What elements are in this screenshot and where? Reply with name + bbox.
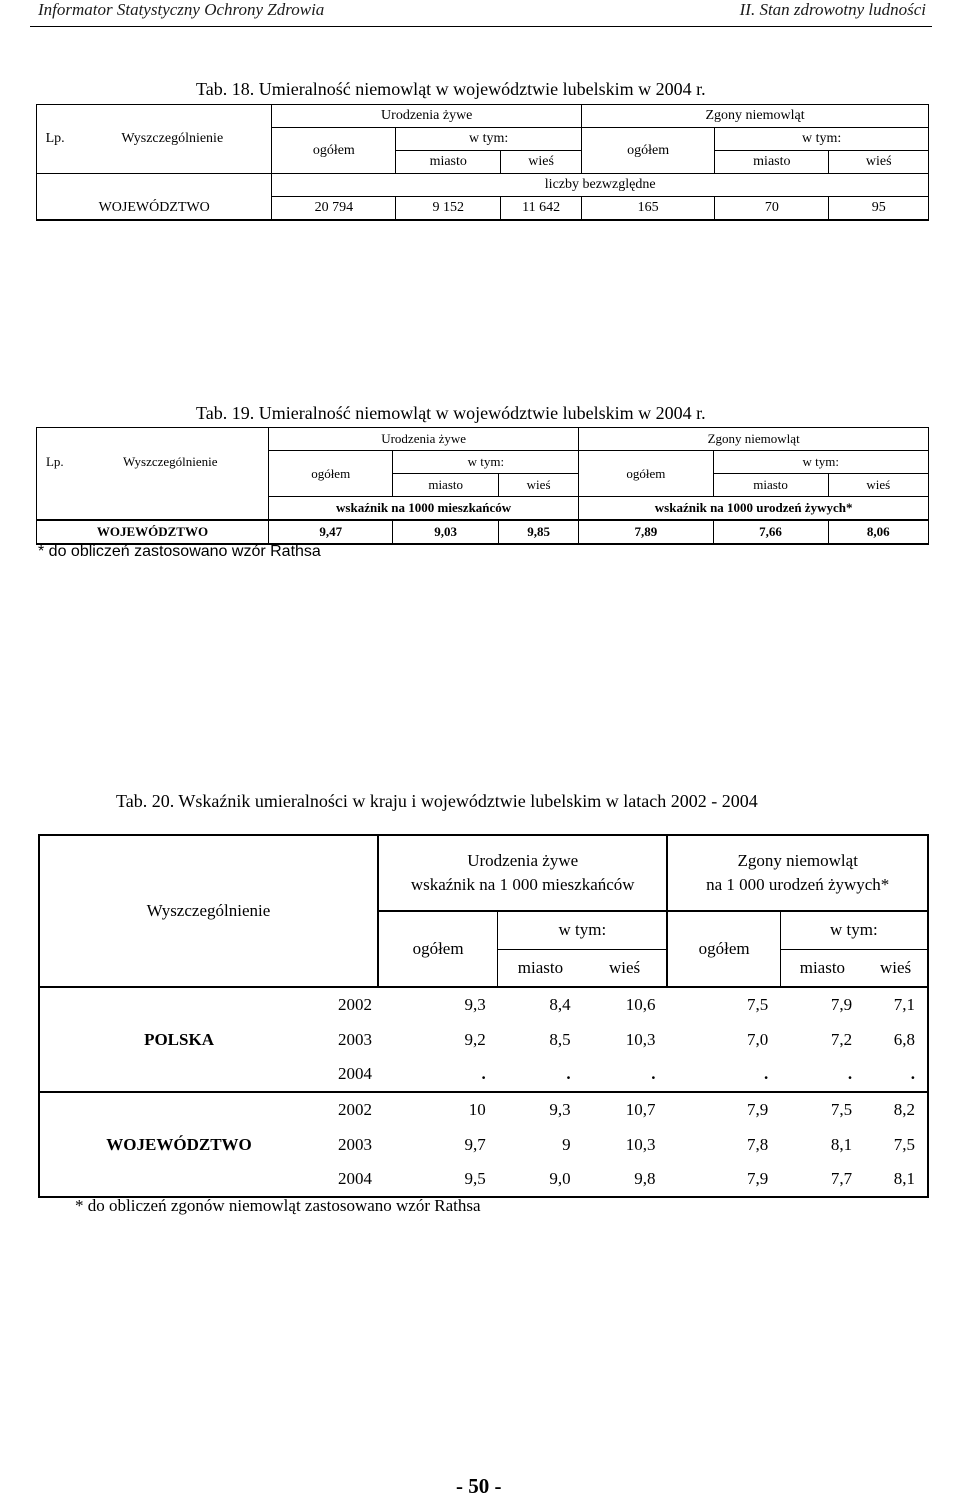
tab20-cell: 8,4	[549, 995, 571, 1014]
tab20-zgony-l2: na 1 000 urodzeń żywych*	[706, 875, 890, 894]
tab20-year: 2003	[337, 1134, 372, 1154]
tab19-ogolem-2: ogółem	[579, 451, 713, 497]
tab18-urodzenia: Urodzenia żywe	[272, 105, 582, 128]
tab20-cell: 9,0	[549, 1169, 571, 1188]
tab20-cell: 7,2	[830, 1029, 853, 1049]
tab20-title: Tab. 20. Wskaźnik umieralności w kraju i województwie lubelskim w latach 2002 - 2004	[116, 791, 758, 811]
tab19-unit-right: wskaźnik na 1000 urodzeń żywych*	[579, 497, 929, 521]
tab18-wies-2: wieś	[829, 151, 929, 174]
tab20-cell: 9,8	[634, 1169, 656, 1188]
tab18-cell: 20 794	[272, 197, 396, 221]
tab20-cell: 10,7	[625, 1100, 656, 1119]
tab19-miasto-2: miasto	[713, 474, 828, 497]
tab20-footnote: * do obliczeń zgonów niemowląt zastosowano wzór Rathsa	[75, 1196, 481, 1215]
tab20-year: 2004	[318, 1057, 378, 1092]
tab20-cell: 7,8	[746, 1134, 769, 1154]
tab19-wtym-2: w tym:	[713, 451, 929, 474]
tab20-cell: .	[864, 1057, 928, 1092]
tab20-cell: 7,7	[830, 1169, 853, 1188]
tab20-cell: 7,0	[746, 1029, 769, 1049]
tab20-col-wysz: Wyszczególnienie	[39, 835, 378, 987]
tab20-cell: 10,3	[625, 1029, 656, 1049]
tab20-urodzenia-l1: Urodzenia żywe	[467, 851, 579, 870]
tab19-table	[36, 427, 929, 545]
tab19-col-lp: Lp.	[37, 428, 73, 497]
tab18-cell: 11 642	[501, 197, 582, 221]
tab20-cell: 9,3	[549, 1100, 571, 1119]
tab20-urodzenia-header	[378, 835, 668, 911]
tab20-year: 2003	[337, 1029, 372, 1049]
header-rule	[30, 26, 932, 27]
tab20-cell: 9	[562, 1134, 571, 1154]
tab20-cell: 7,9	[746, 1100, 769, 1119]
tab20-year: 2004	[337, 1169, 372, 1188]
tab20-urodzenia-l2: wskaźnik na 1 000 mieszkańców	[410, 875, 635, 894]
tab19-cell: 7,66	[713, 520, 828, 544]
tab19-footnote: * do obliczeń zastosowano wzór Rathsa	[38, 543, 321, 560]
tab19-urodzenia: Urodzenia żywe	[268, 428, 578, 451]
tab20-cell: 8,2	[893, 1100, 915, 1119]
tab20-wtym-2: w tym:	[780, 911, 928, 949]
tab20-cell: .	[583, 1057, 668, 1092]
running-header-left: Informator Statystyczny Ochrony Zdrowia	[38, 0, 325, 19]
tab18-col-wysz: Wyszczególnienie	[73, 105, 272, 174]
tab20-cell: 7,9	[746, 1169, 769, 1188]
tab20-ogolem-2: ogółem	[667, 911, 780, 987]
tab20-cell: .	[498, 1057, 583, 1092]
tab18-wtym-1: w tym:	[396, 128, 582, 151]
tab20-cell: 8,5	[549, 1029, 571, 1049]
tab20-cell: 8,1	[893, 1169, 915, 1188]
tab20-wies-1: wieś	[583, 949, 668, 987]
tab20-cell: 7,1	[893, 995, 915, 1014]
tab18-ogolem-1: ogółem	[272, 128, 396, 174]
tab19-unit-left: wskaźnik na 1000 mieszkańców	[268, 497, 578, 521]
tab18-col-lp: Lp.	[37, 105, 74, 174]
tab18-cell: 9 152	[396, 197, 501, 221]
tab20-year: 2002	[337, 995, 372, 1014]
tab20-zgony-header	[667, 835, 928, 911]
tab20-year: 2002	[337, 1100, 372, 1119]
tab18-title: Tab. 18. Umieralność niemowląt w województwie lubelskim w 2004 r.	[196, 79, 706, 99]
tab18-miasto-2: miasto	[715, 151, 829, 174]
tab18-table	[36, 104, 929, 221]
tab20-miasto-2: miasto	[780, 949, 864, 987]
tab20-cell: 7,5	[830, 1100, 853, 1119]
tab19-cell: 9,85	[498, 520, 578, 544]
tab20-cell: 10,3	[625, 1134, 656, 1154]
tab19-cell: 7,89	[579, 520, 713, 544]
tab19-wies-1: wieś	[498, 474, 578, 497]
tab20-cell: 7,5	[746, 995, 769, 1014]
tab20-cell: 10	[468, 1100, 486, 1119]
tab20-cell: 7,9	[830, 995, 853, 1014]
tab20-cell: 8,1	[830, 1134, 853, 1154]
tab20-cell: 9,3	[464, 995, 486, 1014]
tab18-cell: 165	[582, 197, 715, 221]
tab20-cell: 9,7	[464, 1134, 486, 1154]
tab20-wies-2: wieś	[864, 949, 928, 987]
tab18-miasto-1: miasto	[396, 151, 501, 174]
tab20-zgony-l1: Zgony niemowląt	[737, 851, 858, 870]
tab20-cell: 6,8	[893, 1029, 915, 1049]
tab20-cell: .	[667, 1057, 780, 1092]
tab20-cell: 9,5	[464, 1169, 486, 1188]
tab20-group-polska: POLSKA	[39, 987, 318, 1092]
tab18-row-label: WOJEWÓDZTWO	[37, 197, 272, 221]
tab20-table	[38, 834, 929, 1198]
tab20-cell: 7,5	[893, 1134, 915, 1154]
tab20-ogolem-1: ogółem	[378, 911, 498, 987]
running-header-right: II. Stan zdrowotny ludności	[739, 0, 926, 19]
tab19-row-label: WOJEWÓDZTWO	[37, 520, 269, 544]
tab19-cell: 8,06	[828, 520, 928, 544]
tab20-cell: 9,2	[464, 1029, 486, 1049]
tab19-miasto-1: miasto	[393, 474, 498, 497]
tab18-cell: 95	[829, 197, 929, 221]
page-number: - 50 -	[456, 1474, 502, 1498]
tab20-group-woj: WOJEWÓDZTWO	[106, 1134, 252, 1154]
tab18-wtym-2: w tym:	[715, 128, 929, 151]
tab19-wtym-1: w tym:	[393, 451, 579, 474]
tab20-wtym-1: w tym:	[498, 911, 668, 949]
tab18-cell: 70	[715, 197, 829, 221]
tab19-ogolem-1: ogółem	[268, 451, 393, 497]
tab18-unit: liczby bezwzględne	[272, 174, 929, 197]
tab19-zgony: Zgony niemowląt	[579, 428, 929, 451]
tab20-cell: 10,6	[625, 995, 656, 1014]
tab19-wies-2: wieś	[828, 474, 928, 497]
tab19-cell: 9,03	[393, 520, 498, 544]
tab19-cell: 9,47	[268, 520, 393, 544]
tab18-wies-1: wieś	[501, 151, 582, 174]
tab19-col-wysz: Wyszczególnienie	[73, 428, 269, 497]
tab19-title: Tab. 19. Umieralność niemowląt w województwie lubelskim w 2004 r.	[196, 403, 706, 423]
tab20-cell: .	[378, 1057, 498, 1092]
tab18-ogolem-2: ogółem	[582, 128, 715, 174]
tab20-miasto-1: miasto	[498, 949, 583, 987]
tab20-cell: .	[780, 1057, 864, 1092]
tab18-zgony: Zgony niemowląt	[582, 105, 929, 128]
